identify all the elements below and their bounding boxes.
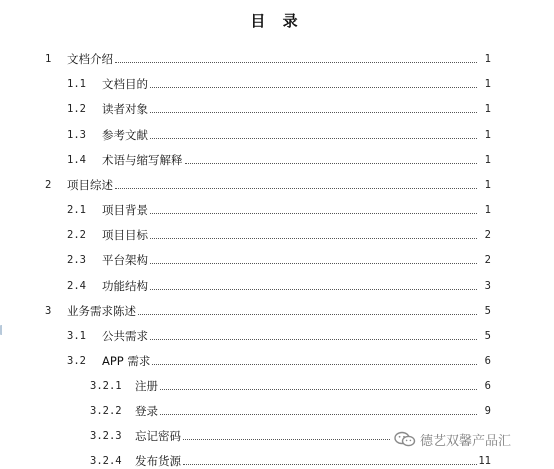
toc-entry-page: 1 bbox=[484, 204, 491, 216]
toc-entry-number: 2.4 bbox=[67, 280, 86, 292]
toc-entry[interactable] bbox=[0, 127, 554, 143]
toc-entry-page: 2 bbox=[484, 254, 491, 266]
toc-entry-page: 11 bbox=[478, 455, 491, 467]
toc-leader-dots bbox=[160, 414, 477, 415]
toc-entry[interactable] bbox=[0, 353, 554, 369]
toc-entry-number: 1 bbox=[45, 53, 52, 65]
toc-entry[interactable] bbox=[0, 152, 554, 168]
toc-entry[interactable] bbox=[0, 76, 554, 92]
toc-entry-number: 2 bbox=[45, 179, 52, 191]
toc-entry-title: 忘记密码 bbox=[135, 429, 181, 443]
toc-entry[interactable] bbox=[0, 378, 554, 394]
toc-entry-number: 2.3 bbox=[67, 254, 86, 266]
toc-entry[interactable] bbox=[0, 328, 554, 344]
toc-entry-title: 术语与缩写解释 bbox=[102, 153, 183, 167]
toc-entry-title: 业务需求陈述 bbox=[67, 304, 136, 318]
toc-leader-dots bbox=[115, 62, 477, 63]
toc-entry-page: 9 bbox=[484, 405, 491, 417]
toc-entry-title: 项目背景 bbox=[102, 203, 148, 217]
toc-entry[interactable] bbox=[0, 202, 554, 218]
toc-entry-title: 文档介绍 bbox=[67, 52, 113, 66]
toc-entry-number: 1.4 bbox=[67, 154, 86, 166]
watermark bbox=[394, 428, 511, 450]
toc-leader-dots bbox=[185, 163, 477, 164]
toc-entry-title: 项目目标 bbox=[102, 228, 148, 242]
toc-entry[interactable] bbox=[0, 101, 554, 117]
toc-leader-dots bbox=[183, 464, 477, 465]
toc-leader-dots bbox=[115, 188, 477, 189]
toc-entry-page: 1 bbox=[484, 78, 491, 90]
toc-entry[interactable] bbox=[0, 403, 554, 419]
toc-entry-title: APP 需求 bbox=[102, 354, 151, 368]
toc-entry-page: 3 bbox=[484, 280, 491, 292]
watermark-text: 德艺双馨产品汇 bbox=[420, 433, 512, 449]
toc-entry[interactable] bbox=[0, 51, 554, 67]
toc-entry-page: 1 bbox=[484, 53, 491, 65]
toc-entry[interactable] bbox=[0, 453, 554, 469]
toc-entry-title: 注册 bbox=[135, 379, 158, 393]
toc-entry-title: 公共需求 bbox=[102, 329, 148, 343]
toc-entry-page: 1 bbox=[484, 154, 491, 166]
toc-entry-page: 1 bbox=[484, 129, 491, 141]
toc-entry[interactable] bbox=[0, 177, 554, 193]
toc-entry-number: 3.2.3 bbox=[90, 430, 122, 442]
toc-entry-title: 平台架构 bbox=[102, 253, 148, 267]
toc-entry[interactable] bbox=[0, 252, 554, 268]
toc-entry-page: 6 bbox=[484, 355, 491, 367]
toc-entry-title: 文档目的 bbox=[102, 77, 148, 91]
toc-entry-number: 3.2.4 bbox=[90, 455, 122, 467]
wechat-icon bbox=[394, 431, 416, 447]
toc-entry-page: 1 bbox=[484, 179, 491, 191]
toc-entry-number: 3.1 bbox=[67, 330, 86, 342]
toc-leader-dots bbox=[150, 112, 477, 113]
toc-leader-dots bbox=[150, 289, 477, 290]
toc-entry-title: 参考文献 bbox=[102, 128, 148, 142]
toc-entry-title: 登录 bbox=[135, 404, 158, 418]
toc-entry-page: 5 bbox=[484, 330, 491, 342]
toc-leader-dots bbox=[152, 364, 477, 365]
toc-leader-dots bbox=[150, 87, 477, 88]
toc-title: 目 录 bbox=[250, 12, 304, 30]
toc-entry-page: 1 bbox=[484, 103, 491, 115]
toc-entry-number: 3.2.2 bbox=[90, 405, 122, 417]
toc-entry-page: 6 bbox=[484, 380, 491, 392]
toc-entry[interactable] bbox=[0, 278, 554, 294]
side-marker bbox=[0, 325, 7, 335]
toc-leader-dots bbox=[183, 439, 390, 440]
toc-entry-title: 发布货源 bbox=[135, 454, 181, 468]
toc-entry-title: 项目综述 bbox=[67, 178, 113, 192]
toc-entry-number: 3.2.1 bbox=[90, 380, 122, 392]
toc-entry-number: 3 bbox=[45, 305, 52, 317]
toc-entry-number: 1.3 bbox=[67, 129, 86, 141]
toc-leader-dots bbox=[138, 314, 477, 315]
toc-leader-dots bbox=[150, 138, 477, 139]
toc-entry[interactable] bbox=[0, 303, 554, 319]
toc-leader-dots bbox=[150, 213, 477, 214]
toc-leader-dots bbox=[150, 339, 477, 340]
toc-entry-number: 1.1 bbox=[67, 78, 86, 90]
toc-entry-number: 3.2 bbox=[67, 355, 86, 367]
toc-leader-dots bbox=[150, 238, 477, 239]
toc-entry-title: 读者对象 bbox=[102, 102, 148, 116]
toc-leader-dots bbox=[160, 389, 477, 390]
toc-entry[interactable] bbox=[0, 227, 554, 243]
toc-entry-number: 1.2 bbox=[67, 103, 86, 115]
toc-entry-number: 2.2 bbox=[67, 229, 86, 241]
toc-entry-page: 5 bbox=[484, 305, 491, 317]
toc-entry-page: 2 bbox=[484, 229, 491, 241]
toc-leader-dots bbox=[150, 263, 477, 264]
toc-entry-number: 2.1 bbox=[67, 204, 86, 216]
toc-entry-title: 功能结构 bbox=[102, 279, 148, 293]
